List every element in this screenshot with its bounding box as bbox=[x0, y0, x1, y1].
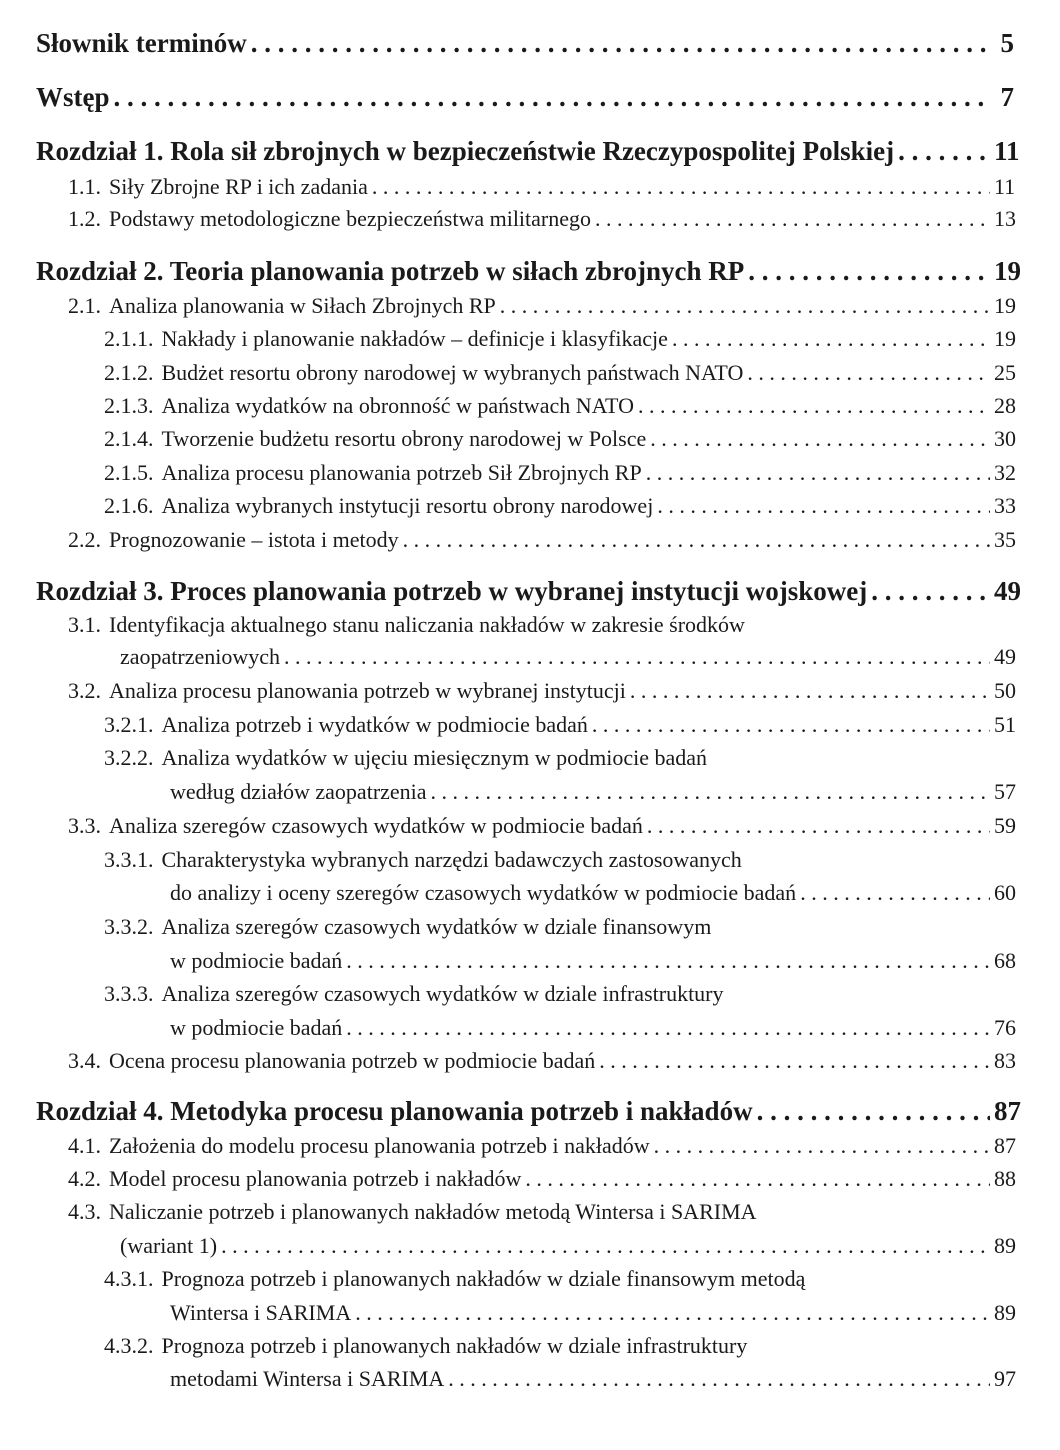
leader-dots bbox=[525, 1166, 990, 1192]
toc-subsection-2-1-6[interactable] bbox=[104, 493, 1014, 519]
toc-section-4-2[interactable] bbox=[68, 1166, 1014, 1192]
leader-dots bbox=[646, 460, 990, 486]
toc-subsection-4-3-1[interactable] bbox=[104, 1266, 805, 1292]
toc-section-2-2[interactable] bbox=[68, 527, 1014, 553]
toc-section-1-2[interactable] bbox=[68, 206, 1014, 232]
section-number: 2.1.5. bbox=[104, 460, 154, 485]
section-title: Tworzenie budżetu resortu obrony narodowej w Polsce bbox=[161, 426, 647, 451]
leader-dots bbox=[800, 880, 990, 906]
toc-entry-page: 68 bbox=[994, 948, 1016, 973]
toc-entry-page: 97 bbox=[994, 1366, 1016, 1391]
section-title: Nakłady i planowanie nakładów – definicje i klasyfikacje bbox=[161, 326, 668, 351]
toc-subsection-2-1-1[interactable] bbox=[104, 326, 1014, 352]
leader-dots bbox=[114, 82, 991, 113]
toc-entry-page: 28 bbox=[994, 393, 1016, 418]
toc-subsection-4-3-2-continued[interactable] bbox=[170, 1366, 1014, 1392]
toc-entry-glossary[interactable] bbox=[36, 28, 1014, 59]
section-number: 4.3. bbox=[68, 1199, 101, 1224]
leader-dots bbox=[346, 1015, 990, 1041]
section-number: 2.1.4. bbox=[104, 426, 154, 451]
section-title-continued: (wariant 1) bbox=[120, 1233, 218, 1258]
toc-subsection-3-2-2-continued[interactable] bbox=[170, 779, 1014, 805]
section-title-continued: Wintersa i SARIMA bbox=[170, 1300, 352, 1325]
section-number: 3.2.2. bbox=[104, 745, 154, 770]
leader-dots bbox=[748, 256, 990, 287]
toc-entry-page: 87 bbox=[994, 1133, 1016, 1158]
leader-dots bbox=[595, 206, 990, 232]
toc-entry-page: 13 bbox=[994, 206, 1016, 231]
section-title: Analiza wydatków w ujęciu miesięcznym w podmiocie badań bbox=[161, 745, 708, 770]
toc-section-3-2[interactable] bbox=[68, 678, 1014, 704]
leader-dots bbox=[403, 527, 990, 553]
toc-subsection-3-3-3-continued[interactable] bbox=[170, 1015, 1014, 1041]
leader-dots bbox=[599, 1048, 990, 1074]
toc-chapter-4[interactable] bbox=[36, 1096, 1021, 1127]
leader-dots bbox=[657, 493, 990, 519]
chapter-name: Teoria planowania potrzeb w siłach zbrojnych RP bbox=[169, 256, 745, 286]
leader-dots bbox=[747, 360, 990, 386]
toc-subsection-3-3-2[interactable] bbox=[104, 914, 711, 940]
toc-chapter-3[interactable] bbox=[36, 576, 1021, 607]
toc-subsection-3-3-3[interactable] bbox=[104, 981, 724, 1007]
toc-chapter-1[interactable] bbox=[36, 136, 1020, 167]
toc-subsection-4-3-2[interactable] bbox=[104, 1333, 747, 1359]
section-number: 3.3. bbox=[68, 813, 101, 838]
leader-dots bbox=[221, 1233, 990, 1259]
section-title-continued: do analizy i oceny szeregów czasowych wydatków w podmiocie badań bbox=[170, 880, 797, 905]
toc-section-3-3[interactable] bbox=[68, 813, 1014, 839]
leader-dots bbox=[592, 712, 990, 738]
chapter-name: Proces planowania potrzeb w wybranej instytucji wojskowej bbox=[170, 576, 868, 606]
toc-entry-page: 88 bbox=[994, 1166, 1016, 1191]
section-number: 4.1. bbox=[68, 1133, 101, 1158]
section-title: Ocena procesu planowania potrzeb w podmiocie badań bbox=[109, 1048, 596, 1073]
toc-subsection-3-2-1[interactable] bbox=[104, 712, 1014, 738]
leader-dots bbox=[650, 426, 990, 452]
section-number: 3.3.3. bbox=[104, 981, 154, 1006]
section-title: Budżet resortu obrony narodowej w wybranych państwach NATO bbox=[161, 360, 744, 385]
toc-entry-page: 51 bbox=[994, 712, 1016, 737]
toc-entry-page: 32 bbox=[994, 460, 1016, 485]
section-title-continued: metodami Wintersa i SARIMA bbox=[170, 1366, 445, 1391]
section-title: Analiza potrzeb i wydatków w podmiocie badań bbox=[161, 712, 588, 737]
chapter-label: Rozdział 1. bbox=[36, 136, 164, 166]
chapter-title bbox=[36, 136, 894, 167]
toc-section-2-1[interactable] bbox=[68, 293, 1014, 319]
toc-subsection-2-1-3[interactable] bbox=[104, 393, 1014, 419]
toc-entry-page: 11 bbox=[994, 174, 1016, 199]
toc-entry-introduction[interactable] bbox=[36, 82, 1014, 113]
chapter-label: Rozdział 4. bbox=[36, 1096, 164, 1126]
section-title: Naliczanie potrzeb i planowanych nakładów metodą Wintersa i SARIMA bbox=[109, 1199, 757, 1224]
section-title-continued: w podmiocie badań bbox=[170, 948, 343, 973]
toc-entry-page: 50 bbox=[994, 678, 1016, 703]
section-title: Analiza planowania w Siłach Zbrojnych RP bbox=[109, 293, 496, 318]
section-title: Analiza procesu planowania potrzeb w wybranej instytucji bbox=[109, 678, 626, 703]
toc-entry-page: 89 bbox=[994, 1233, 1016, 1258]
section-title: Prognoza potrzeb i planowanych nakładów w dziale infrastruktury bbox=[161, 1333, 748, 1358]
toc-entry-page: 19 bbox=[994, 326, 1016, 351]
section-number: 3.2. bbox=[68, 678, 101, 703]
section-title: Podstawy metodologiczne bezpieczeństwa militarnego bbox=[109, 206, 592, 231]
chapter-title bbox=[36, 256, 744, 287]
toc-entry-page: 19 bbox=[994, 293, 1016, 318]
leader-dots bbox=[757, 1096, 990, 1127]
toc-entry-page: 76 bbox=[994, 1015, 1016, 1040]
section-number: 2.1.1. bbox=[104, 326, 154, 351]
toc-entry-page: 25 bbox=[994, 360, 1016, 385]
section-number: 3.3.1. bbox=[104, 847, 154, 872]
section-title: Analiza wydatków na obronność w państwach NATO bbox=[161, 393, 634, 418]
toc-entry-page: 60 bbox=[994, 880, 1016, 905]
section-number: 1.1. bbox=[68, 174, 101, 199]
toc-entry-page: 19 bbox=[994, 256, 1021, 286]
section-number: 3.2.1. bbox=[104, 712, 154, 737]
toc-section-4-3[interactable] bbox=[68, 1199, 757, 1225]
chapter-title bbox=[36, 1096, 753, 1127]
section-number: 2.1. bbox=[68, 293, 101, 318]
toc-entry-page: 83 bbox=[994, 1048, 1016, 1073]
leader-dots bbox=[638, 393, 990, 419]
toc-entry-page: 57 bbox=[994, 779, 1016, 804]
section-number: 3.1. bbox=[68, 612, 101, 637]
section-title: Analiza wybranych instytucji resortu obrony narodowej bbox=[161, 493, 654, 518]
section-title: Analiza szeregów czasowych wydatków w dziale infrastruktury bbox=[161, 981, 724, 1006]
leader-dots bbox=[372, 174, 990, 200]
toc-entry-page: 5 bbox=[1000, 28, 1014, 58]
leader-dots bbox=[355, 1300, 990, 1326]
section-number: 3.4. bbox=[68, 1048, 101, 1073]
leader-dots bbox=[654, 1133, 990, 1159]
leader-dots bbox=[647, 813, 990, 839]
toc-entry-page: 7 bbox=[1000, 82, 1014, 112]
toc-entry-page: 49 bbox=[994, 576, 1021, 606]
section-number: 4.3.1. bbox=[104, 1266, 154, 1291]
section-title: Analiza szeregów czasowych wydatków w podmiocie badań bbox=[109, 813, 643, 838]
toc-section-3-1-continued[interactable] bbox=[120, 644, 1014, 670]
section-number: 2.1.3. bbox=[104, 393, 154, 418]
toc-section-1-1[interactable] bbox=[68, 174, 1014, 200]
toc-section-3-1[interactable] bbox=[68, 612, 745, 638]
section-number: 3.3.2. bbox=[104, 914, 154, 939]
section-title: Analiza szeregów czasowych wydatków w dziale finansowym bbox=[161, 914, 712, 939]
toc-subsection-3-3-1[interactable] bbox=[104, 847, 742, 873]
chapter-label: Rozdział 3. bbox=[36, 576, 164, 606]
toc-entry-page: 33 bbox=[994, 493, 1016, 518]
toc-entry-page: 59 bbox=[994, 813, 1016, 838]
section-number: 2.1.2. bbox=[104, 360, 154, 385]
leader-dots bbox=[448, 1366, 990, 1392]
toc-subsection-3-3-1-continued[interactable] bbox=[170, 880, 1014, 906]
chapter-title bbox=[36, 576, 867, 607]
section-number: 2.1.6. bbox=[104, 493, 154, 518]
section-title-continued: według działów zaopatrzenia bbox=[170, 779, 427, 804]
leader-dots bbox=[672, 326, 990, 352]
section-title: Identyfikacja aktualnego stanu naliczania nakładów w zakresie środków bbox=[109, 612, 745, 637]
section-title: Siły Zbrojne RP i ich zadania bbox=[109, 174, 368, 199]
toc-subsection-2-1-5[interactable] bbox=[104, 460, 1014, 486]
toc-subsection-4-3-1-continued[interactable] bbox=[170, 1300, 1014, 1326]
leader-dots bbox=[431, 779, 990, 805]
section-title: Prognoza potrzeb i planowanych nakładów w dziale finansowym metodą bbox=[161, 1266, 806, 1291]
toc-chapter-2[interactable] bbox=[36, 256, 1021, 287]
toc-subsection-2-1-2[interactable] bbox=[104, 360, 1014, 386]
toc-section-3-4[interactable] bbox=[68, 1048, 1014, 1074]
chapter-name: Rola sił zbrojnych w bezpieczeństwie Rzeczypospolitej Polskiej bbox=[170, 136, 895, 166]
section-number: 4.3.2. bbox=[104, 1333, 154, 1358]
section-title: Model procesu planowania potrzeb i nakładów bbox=[109, 1166, 522, 1191]
section-title: Prognozowanie – istota i metody bbox=[109, 527, 399, 552]
leader-dots bbox=[898, 136, 990, 167]
leader-dots bbox=[346, 948, 990, 974]
toc-subsection-3-3-2-continued[interactable] bbox=[170, 948, 1014, 974]
section-number: 2.2. bbox=[68, 527, 101, 552]
section-number: 4.2. bbox=[68, 1166, 101, 1191]
toc-entry-page: 11 bbox=[994, 136, 1020, 166]
toc-section-4-1[interactable] bbox=[68, 1133, 1014, 1159]
section-title-continued: zaopatrzeniowych bbox=[120, 644, 281, 669]
chapter-name: Metodyka procesu planowania potrzeb i nakładów bbox=[170, 1096, 753, 1126]
section-title: Założenia do modelu procesu planowania potrzeb i nakładów bbox=[109, 1133, 650, 1158]
leader-dots bbox=[630, 678, 990, 704]
toc-entry-page: 89 bbox=[994, 1300, 1016, 1325]
chapter-label: Rozdział 2. bbox=[36, 256, 164, 286]
leader-dots bbox=[500, 293, 990, 319]
toc-entry-page: 30 bbox=[994, 426, 1016, 451]
toc-entry-title: Słownik terminów bbox=[36, 28, 247, 58]
toc-entry-page: 35 bbox=[994, 527, 1016, 552]
section-title-continued: w podmiocie badań bbox=[170, 1015, 343, 1040]
section-title: Charakterystyka wybranych narzędzi badawczych zastosowanych bbox=[161, 847, 742, 872]
section-number: 1.2. bbox=[68, 206, 101, 231]
toc-subsection-2-1-4[interactable] bbox=[104, 426, 1014, 452]
toc-entry-page: 49 bbox=[994, 644, 1016, 669]
leader-dots bbox=[871, 576, 990, 607]
toc-subsection-3-2-2[interactable] bbox=[104, 745, 707, 771]
leader-dots bbox=[284, 644, 990, 670]
toc-entry-page: 87 bbox=[994, 1096, 1021, 1126]
toc-entry-title: Wstęp bbox=[36, 82, 110, 112]
section-title: Analiza procesu planowania potrzeb Sił Zbrojnych RP bbox=[161, 460, 642, 485]
leader-dots bbox=[251, 28, 990, 59]
toc-section-4-3-continued[interactable] bbox=[120, 1233, 1014, 1259]
